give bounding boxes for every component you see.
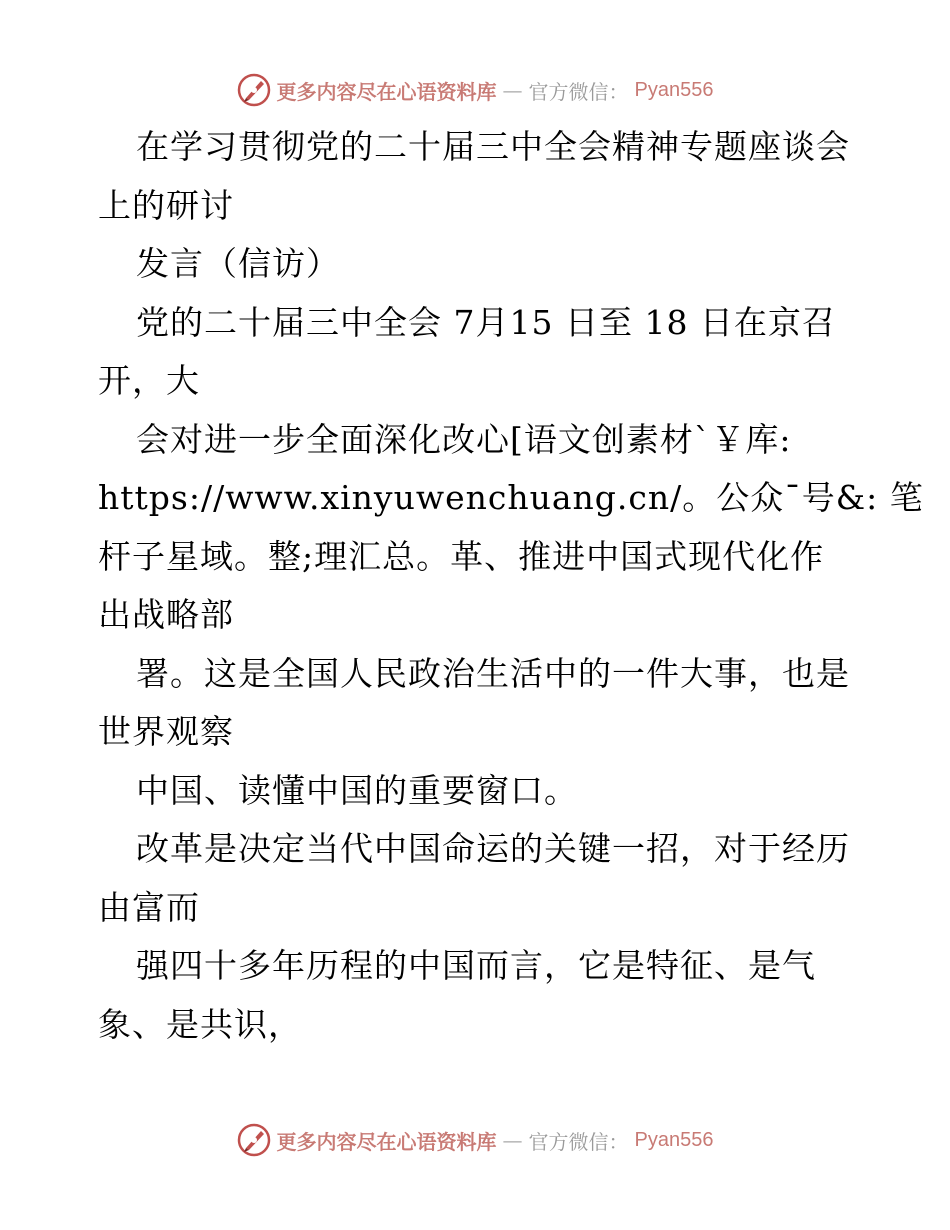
text-line: 杆子星域。整;理汇总。革、推进中国式现代化作 [98,536,825,576]
text-line: 署。这是全国人民政治生活中的一件大事，也是 [136,653,850,693]
text-line: 中国、读懂中国的重要窗口。 [136,770,578,810]
banner-slogan: 更多内容尽在心语资料库 [276,1129,497,1154]
text-line: 开，大 [98,361,200,400]
footer-banner [0,1120,950,1160]
text-line: 由富而 [98,887,200,927]
text-line: 强四十多年历程的中国而言，它是特征、是气 [136,946,816,985]
quill-logo-icon [237,73,271,107]
text-line: 上的研讨 [98,185,234,225]
text-line: https://www.xinyuwenchuang.cn/。公众¯号&: 笔 [98,478,924,517]
body-text [98,118,924,1054]
banner-wechat-label: 官方微信： [528,79,629,104]
text-line: 出战略部 [98,595,234,634]
text-line: 象、是共识， [98,1004,302,1044]
text-line: 发言（信访） [136,244,340,283]
banner-wechat-label: 官方微信： [528,1129,629,1154]
banner-separator: — [502,78,523,102]
banner-wechat-id: Pyan556 [634,78,714,101]
text-line: 在学习贯彻党的二十届三中全会精神专题座谈会 [136,127,850,166]
banner-separator: — [502,1128,523,1152]
banner-slogan: 更多内容尽在心语资料库 [276,79,497,104]
text-line: 改革是决定当代中国命运的关键一招，对于经历 [136,829,850,868]
text-line: 世界观察 [98,712,234,751]
text-line: 党的二十届三中全会 7月15 日至 18 日在京召 [136,302,836,342]
quill-logo-icon [237,1123,271,1157]
text-line: 会对进一步全面深化改心[语文创素材`￥库: [136,419,792,459]
header-banner [0,70,950,110]
banner-wechat-id: Pyan556 [634,1128,714,1151]
